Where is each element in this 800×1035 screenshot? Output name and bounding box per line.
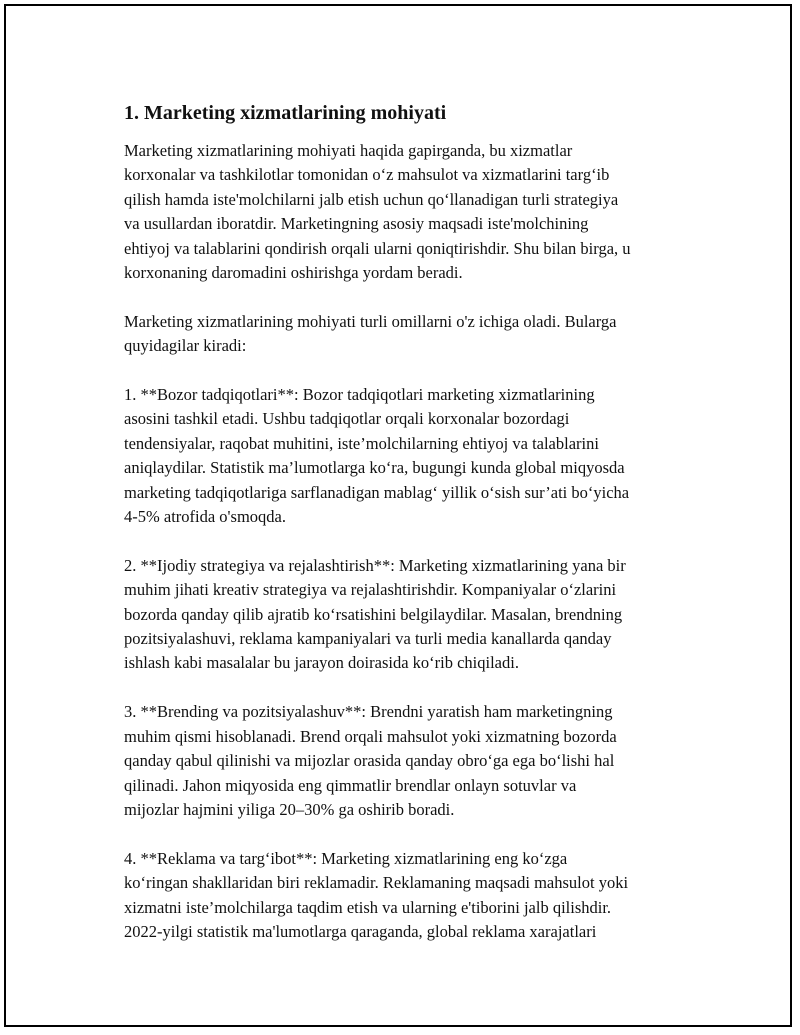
paragraph-intro xyxy=(124,139,704,285)
text-line: marketing tadqiqotlariga sarflanadigan mablag‘ yillik o‘sish sur’ati bo‘yicha xyxy=(124,482,630,502)
text-line: ehtiyoj va talablarini qondirish orqali ularni qoniqtirishdir. Shu bilan birga, u xyxy=(124,238,631,258)
text-line: qanday qabul qilinishi va mijozlar orasida qanday obro‘ga ega bo‘lishi hal xyxy=(124,751,615,771)
text-line: 2022-yilgi statistik ma'lumotlarga qaraganda, global reklama xarajatlari xyxy=(124,921,597,941)
page-frame xyxy=(4,4,792,1027)
text-line: korxonaning daromadini oshirishga yordam beradi. xyxy=(124,263,463,283)
text-line: Marketing xizmatlarining mohiyati turli omillarni o'z ichiga oladi. Bularga xyxy=(124,311,617,331)
text-line: 2. **Ijodiy strategiya va rejalashtirish**: Marketing xizmatlarining yana bir xyxy=(124,555,626,575)
paragraph-market-research xyxy=(124,383,704,529)
text-line: ishlash kabi masalalar bu jarayon doirasida ko‘rib chiqiladi. xyxy=(124,653,519,673)
paragraph-factors xyxy=(124,310,704,359)
text-line: 4. **Reklama va targ‘ibot**: Marketing xizmatlarining eng ko‘zga xyxy=(124,848,568,868)
text-line: muhim qismi hisoblanadi. Brend orqali mahsulot yoki xizmatning bozorda xyxy=(124,726,617,746)
text-line: asosini tashkil etadi. Ushbu tadqiqotlar orqali korxonalar bozordagi xyxy=(124,409,570,429)
paragraph-creative-strategy xyxy=(124,554,704,676)
text-line: 3. **Brending va pozitsiyalashuv**: Brendni yaratish ham marketingning xyxy=(124,702,613,722)
text-line: 4-5% atrofida o'smoqda. xyxy=(124,507,286,527)
text-line: qilish hamda iste'molchilarni jalb etish uchun qo‘llanadigan turli strategiya xyxy=(124,189,619,209)
text-line: aniqlaydilar. Statistik ma’lumotlarga ko‘ra, bugungi kunda global miqyosda xyxy=(124,458,625,478)
page-title: 1. Marketing xizmatlarining mohiyati xyxy=(124,102,447,124)
text-line: muhim jihati kreativ strategiya va rejalashtirishdir. Kompaniyalar o‘zlarini xyxy=(124,580,617,600)
text-line: tendensiyalar, raqobat muhitini, iste’molchilarning ehtiyoj va talablarini xyxy=(124,433,599,453)
document-content xyxy=(124,101,704,969)
text-line: mijozlar hajmini yiliga 20–30% ga oshirib boradi. xyxy=(124,799,455,819)
text-line: qilinadi. Jahon miqyosida eng qimmatlir brendlar onlayn sotuvlar va xyxy=(124,775,577,795)
paragraph-branding xyxy=(124,700,704,822)
text-line: 1. **Bozor tadqiqotlari**: Bozor tadqiqotlari marketing xizmatlarining xyxy=(124,385,595,405)
paragraph-advertising xyxy=(124,847,704,945)
text-line: quyidagilar kiradi: xyxy=(124,336,247,356)
text-line: bozorda qanday qilib ajratib ko‘rsatishini belgilaydilar. Masalan, brendning xyxy=(124,604,623,624)
text-line: xizmatni iste’molchilarga taqdim etish va ularning e'tiborini jalb qilishdir. xyxy=(124,897,612,917)
text-line: pozitsiyalashuvi, reklama kampaniyalari va turli media kanallarda qanday xyxy=(124,629,612,649)
text-line: va usullardan iboratdir. Marketingning asosiy maqsadi iste'molchining xyxy=(124,214,589,234)
text-line: ko‘ringan shakllaridan biri reklamadir. Reklamaning maqsadi mahsulot yoki xyxy=(124,873,629,893)
text-line: korxonalar va tashkilotlar tomonidan o‘z mahsulot va xizmatlarini targ‘ib xyxy=(124,165,610,185)
text-line: Marketing xizmatlarining mohiyati haqida gapirganda, bu xizmatlar xyxy=(124,141,573,160)
